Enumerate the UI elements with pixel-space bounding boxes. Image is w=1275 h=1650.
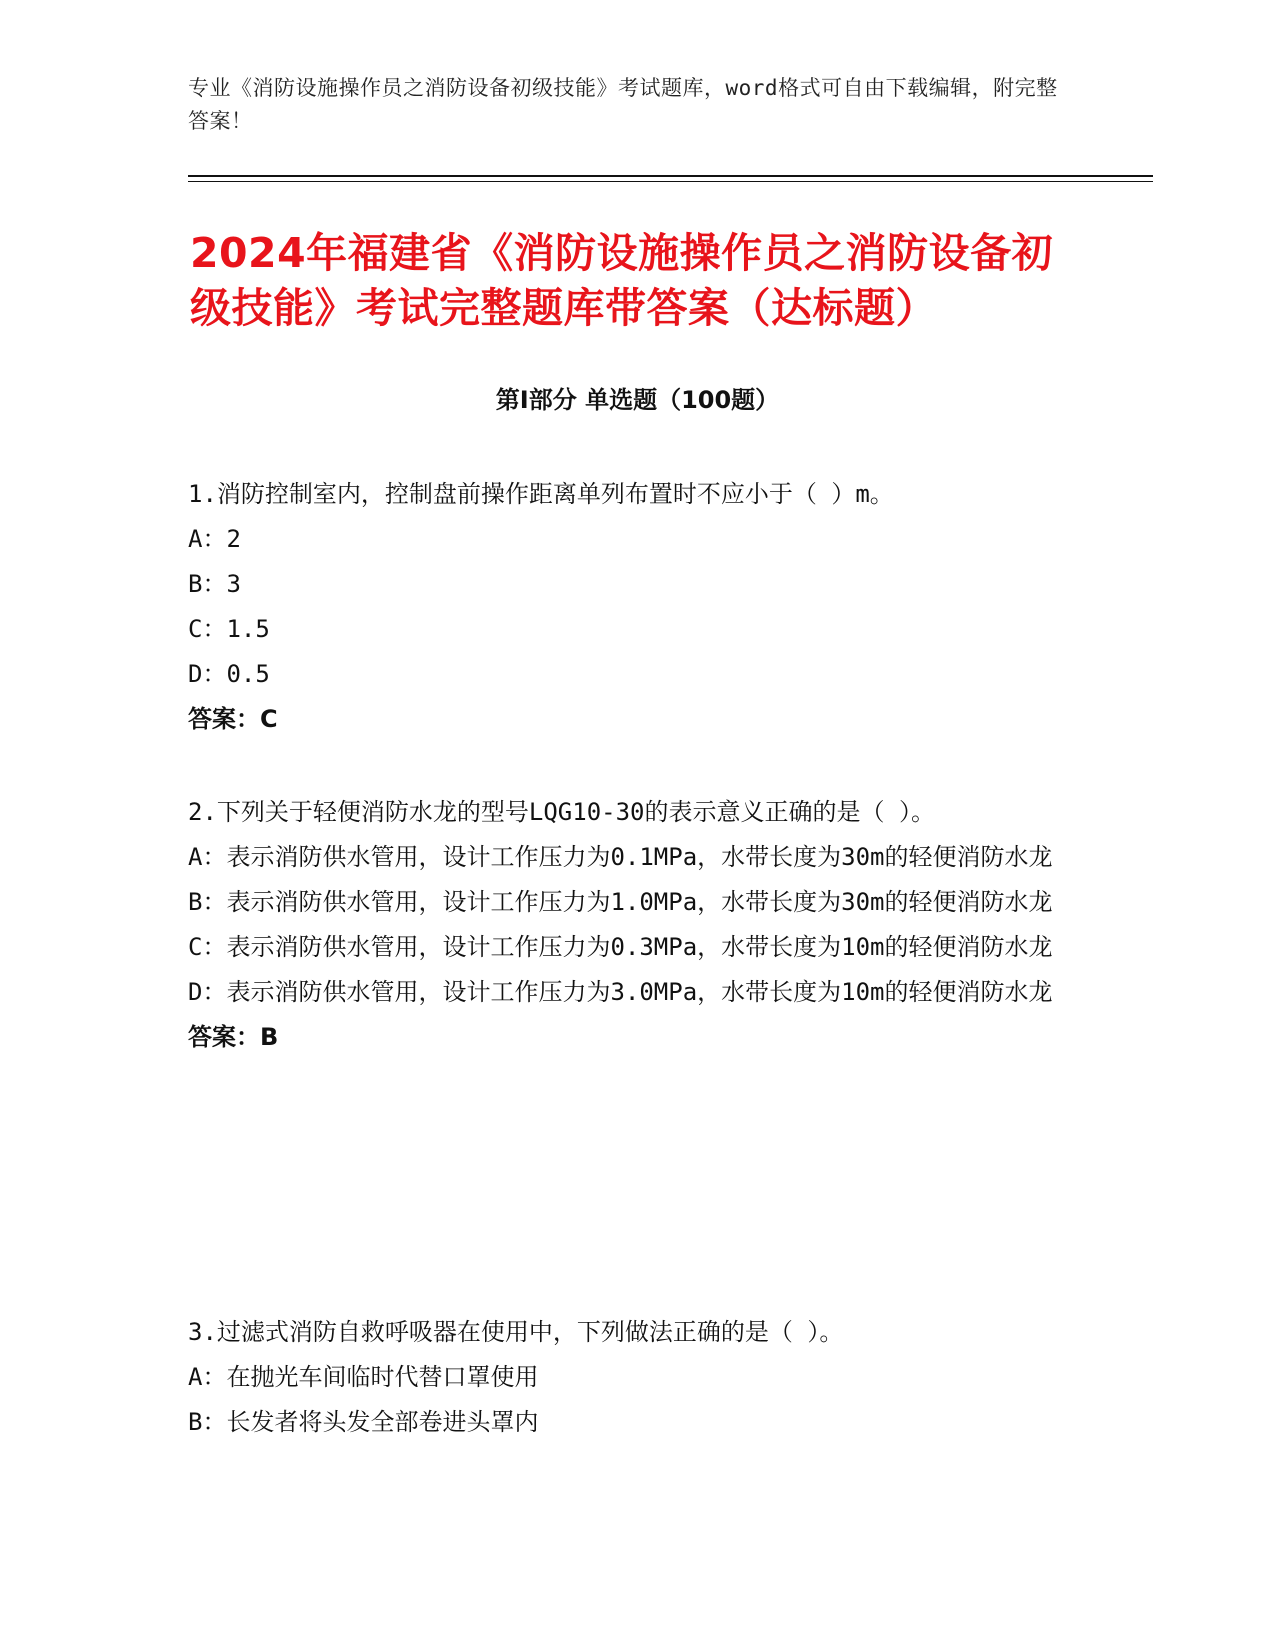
header-note: 专业《消防设施操作员之消防设备初级技能》考试题库，word格式可自由下载编辑，附完整答案！ [188,76,1058,133]
header-divider-thin [188,181,1153,182]
question-1 [188,472,1068,742]
option-b: B：3 [188,570,241,598]
option-a: A：2 [188,525,241,553]
option-c: C：1.5 [188,615,270,643]
section-heading: 第Ⅰ部分 单选题（100题） [495,386,780,414]
option-d: D：0.5 [188,660,270,688]
question-2 [188,790,1068,1060]
question-stem: 2.下列关于轻便消防水龙的型号LQG10-30的表示意义正确的是（ ）。 [188,798,935,826]
answer: 答案：C [188,705,278,733]
option-b: B：长发者将头发全部卷进头罩内 [188,1408,539,1436]
question-stem: 1.消防控制室内，控制盘前操作距离单列布置时不应小于（ ）m。 [188,480,894,508]
option-d: D：表示消防供水管用，设计工作压力为3.0MPa，水带长度为10m的轻便消防水龙 [188,978,1053,1006]
question-3 [188,1310,1068,1445]
option-a: A：在抛光车间临时代替口罩使用 [188,1363,539,1391]
header-divider-thick [188,175,1153,177]
answer: 答案：B [188,1023,279,1051]
option-c: C：表示消防供水管用，设计工作压力为0.3MPa，水带长度为10m的轻便消防水龙 [188,933,1053,961]
page-title: 2024年福建省《消防设施操作员之消防设备初级技能》考试完整题库带答案（达标题） [190,229,1054,332]
option-b: B：表示消防供水管用，设计工作压力为1.0MPa，水带长度为30m的轻便消防水龙 [188,888,1053,916]
option-a: A：表示消防供水管用，设计工作压力为0.1MPa，水带长度为30m的轻便消防水龙 [188,843,1053,871]
question-stem: 3.过滤式消防自救呼吸器在使用中，下列做法正确的是（ ）。 [188,1318,844,1346]
